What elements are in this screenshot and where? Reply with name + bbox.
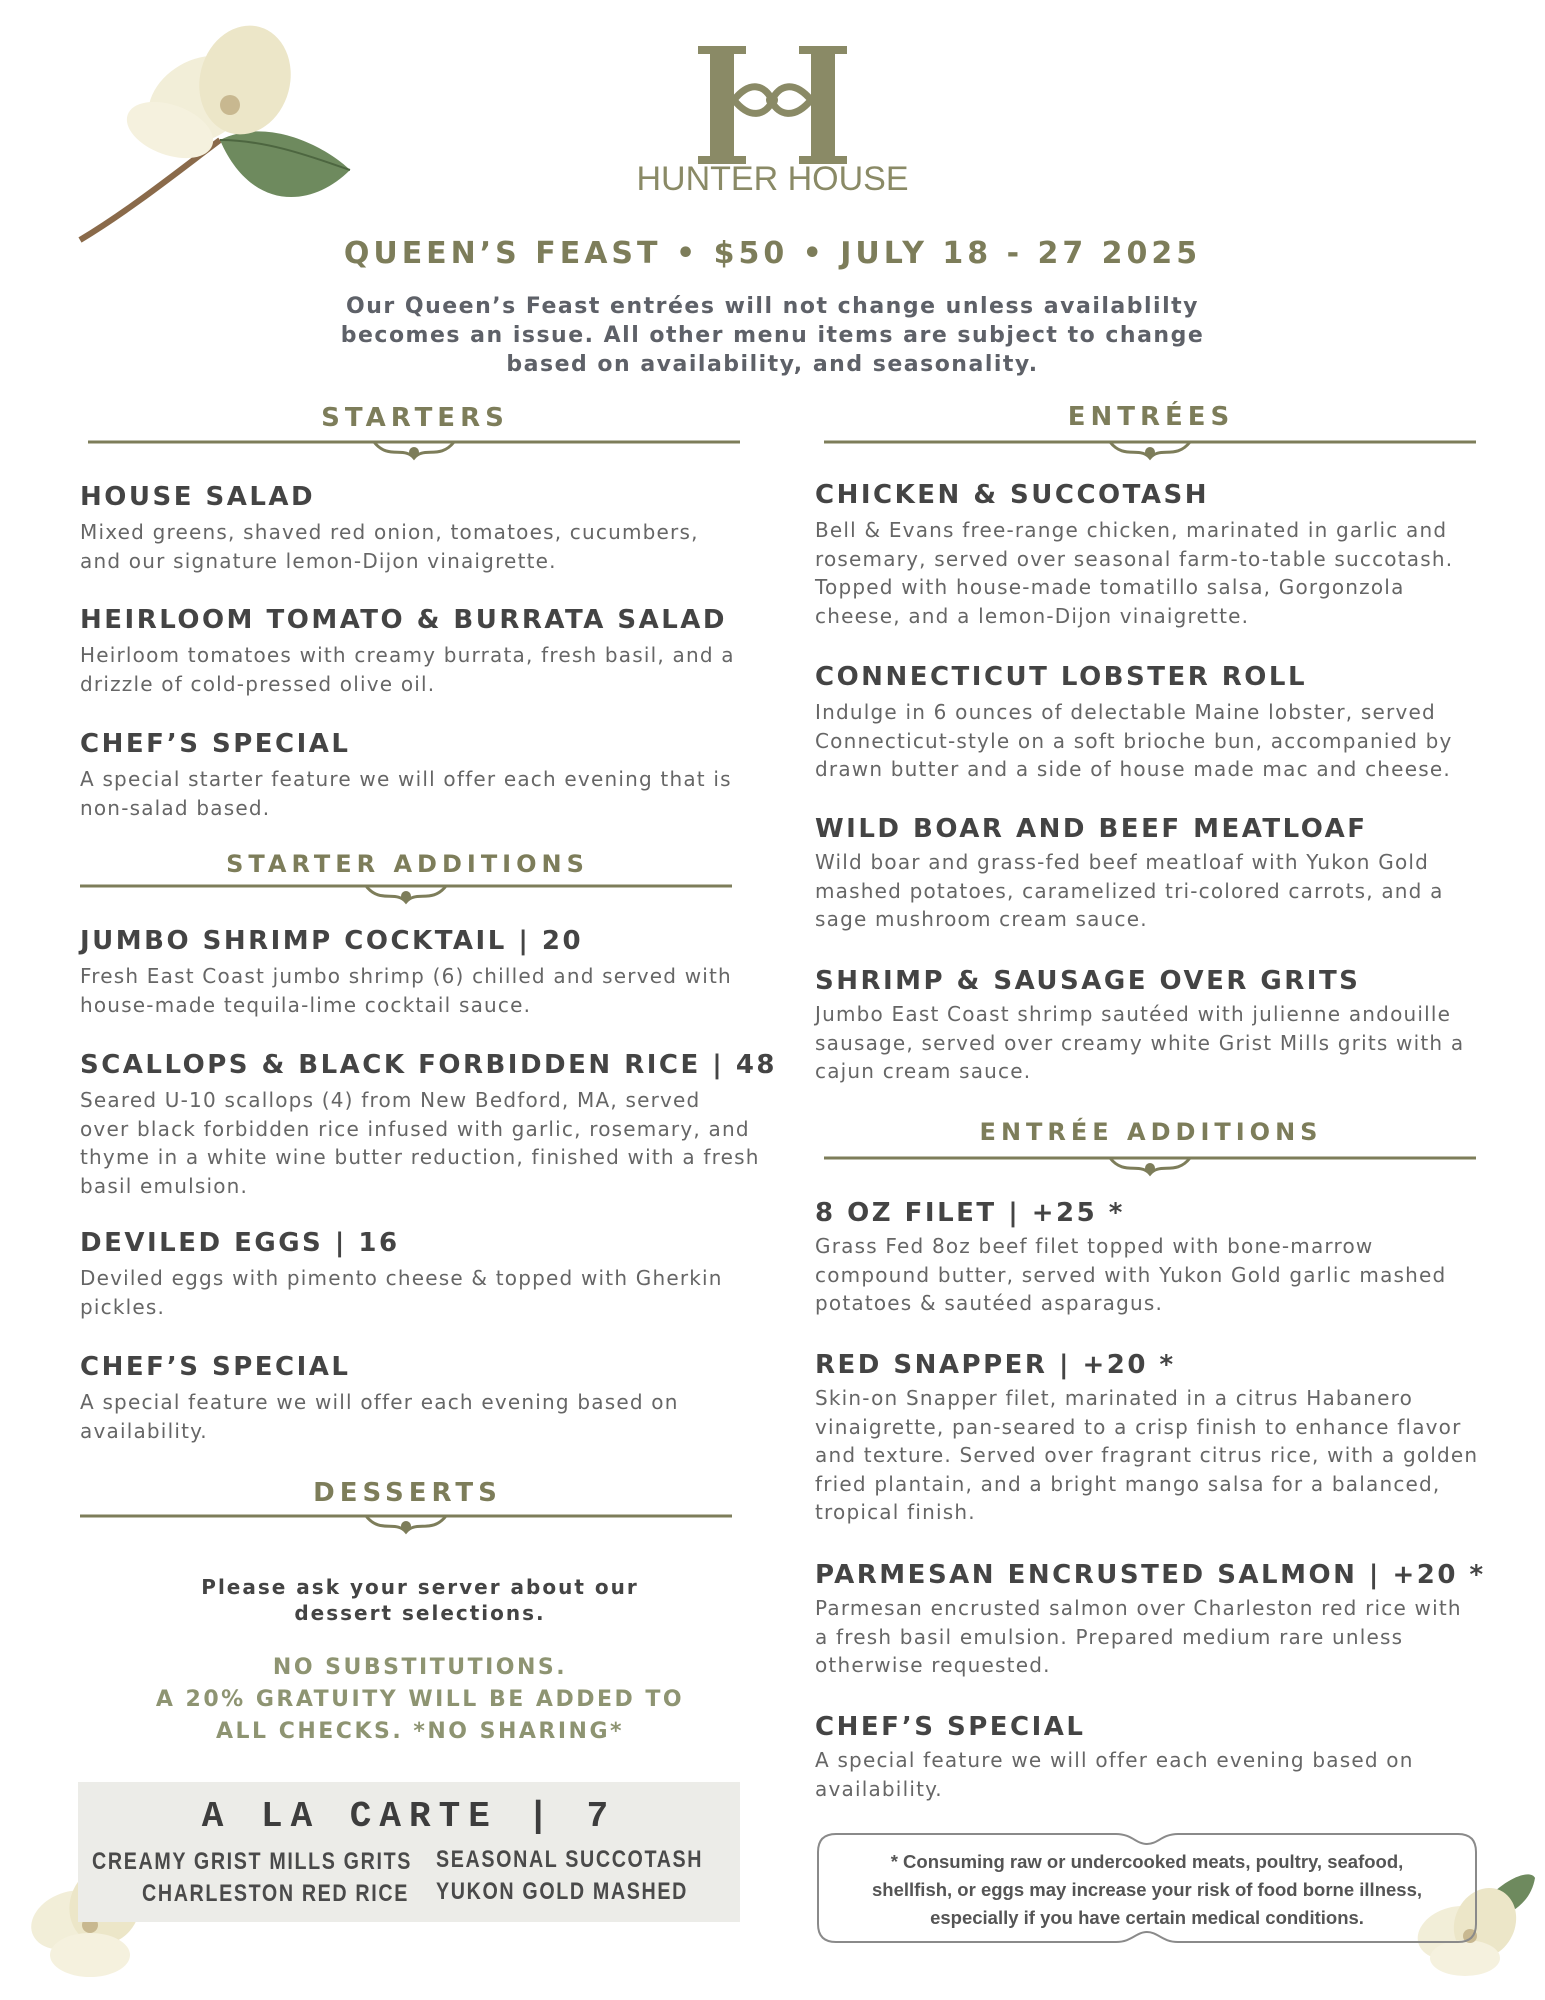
section-heading-entree-additions: ENTRÉE ADDITIONS — [979, 1118, 1323, 1146]
menu-item-description: Deviled eggs with pimento cheese & topped with Gherkin pickles. — [80, 1266, 723, 1319]
menu-item-description: Bell & Evans free-range chicken, marinated in garlic and rosemary, served over seasonal farm-to-table succotash. Topped with house-made tomatillo salsa, Gorgonzola cheese, and a lemon-Dijon vinaigrette. — [815, 518, 1454, 628]
menu-item-title: SCALLOPS & BLACK FORBIDDEN RICE | 48 — [80, 1050, 778, 1080]
section-heading-starters: STARTERS — [321, 403, 509, 433]
menu-item-description: Heirloom tomatoes with creamy burrata, fresh basil, and a drizzle of cold-pressed olive oil. — [80, 643, 735, 696]
section-heading-starter-additions: STARTER ADDITIONS — [226, 850, 589, 878]
menu-item-title: RED SNAPPER | +20 * — [815, 1350, 1176, 1380]
magnolia-top-left-icon — [70, 20, 360, 250]
menu-item-description: Parmesan encrusted salmon over Charleston red rice with a fresh basil emulsion. Prepared medium rare unless otherwise requested. — [815, 1596, 1462, 1677]
page-title: QUEEN’S FEAST • $50 • JULY 18 - 27 2025 — [343, 236, 1202, 271]
menu-item-description: A special starter feature we will offer each evening that is non-salad based. — [80, 767, 732, 820]
menu-item-description: Jumbo East Coast shrimp sautéed with julienne andouille sausage, served over creamy white Grist Mills grits with a cajun cream sauce. — [815, 1002, 1465, 1083]
a-la-carte-panel — [78, 1782, 740, 1922]
a-la-carte-item: CREAMY GRIST MILLS GRITS — [92, 1848, 412, 1875]
menu-item-title: CHEF’S SPECIAL — [80, 729, 351, 759]
menu-item-title: DEVILED EGGS | 16 — [80, 1228, 400, 1258]
food-safety-disclaimer: * Consuming raw or undercooked meats, poultry, seafood, shellfish, or eggs may increase your risk of food borne illness, especially if you have certain medical conditions. — [871, 1851, 1423, 1928]
menu-item-title: PARMESAN ENCRUSTED SALMON | +20 * — [815, 1560, 1486, 1590]
menu-item-title: SHRIMP & SAUSAGE OVER GRITS — [815, 966, 1361, 996]
hunter-house-monogram-icon — [660, 40, 885, 170]
menu-item-description: Wild boar and grass-fed beef meatloaf with Yukon Gold mashed potatoes, caramelized tri-colored carrots, and a sage mushroom cream sauce. — [815, 850, 1444, 931]
menu-item-title: WILD BOAR AND BEEF MEATLOAF — [815, 814, 1368, 844]
menu-item-description: Indulge in 6 ounces of delectable Maine lobster, served Connecticut-style on a soft brioche bun, accompanied by drawn butter and a side of house made mac and cheese. — [815, 700, 1453, 781]
ornament-divider-icon — [824, 1154, 1476, 1184]
a-la-carte-item: YUKON GOLD MASHED — [436, 1878, 689, 1905]
ornament-divider-icon — [88, 438, 740, 468]
logo-name: HUNTER HOUSE — [636, 160, 909, 198]
section-heading-desserts: DESSERTS — [313, 1478, 502, 1508]
policy-notice: NO SUBSTITUTIONS. A 20% GRATUITY WILL BE ADDED TO ALL CHECKS. *NO SHARING* — [155, 1655, 685, 1744]
menu-item-description: A special feature we will offer each evening based on availability. — [80, 1390, 679, 1443]
menu-item-description: A special feature we will offer each evening based on availability. — [815, 1748, 1414, 1801]
menu-item-description: Fresh East Coast jumbo shrimp (6) chilled and served with house-made tequila-lime cocktail sauce. — [80, 964, 732, 1017]
menu-item-title: CHICKEN & SUCCOTASH — [815, 480, 1209, 510]
menu-item-description: Skin-on Snapper filet, marinated in a citrus Habanero vinaigrette, pan-seared to a crisp finish to enhance flavor and texture. Served over fragrant citrus rice, with a golden fried plantain, and a bright mango salsa for a balanced, tropical finish. — [815, 1386, 1479, 1524]
menu-item-description: Grass Fed 8oz beef filet topped with bone-marrow compound butter, served with Yukon Gold garlic mashed potatoes & sautéed asparagus. — [815, 1234, 1447, 1315]
menu-item-title: CONNECTICUT LOBSTER ROLL — [815, 662, 1308, 692]
menu-item-title: HEIRLOOM TOMATO & BURRATA SALAD — [80, 605, 727, 635]
intro-text: Our Queen’s Feast entrées will not change unless availablilty becomes an issue. All other menu items are subject to change based on availability, and seasonality. — [340, 294, 1205, 377]
menu-item-title: CHEF’S SPECIAL — [80, 1352, 351, 1382]
menu-item-title: 8 OZ FILET | +25 * — [815, 1198, 1125, 1228]
menu-item-description: Seared U-10 scallops (4) from New Bedford, MA, served over black forbidden rice infused with garlic, rosemary, and thyme in a white wine butter reduction, finished with a fresh basil emulsion. — [80, 1088, 760, 1198]
ornament-divider-icon — [80, 1512, 732, 1542]
menu-item-title: HOUSE SALAD — [80, 482, 316, 512]
a-la-carte-item: CHARLESTON RED RICE — [142, 1880, 409, 1907]
menu-item-title: JUMBO SHRIMP COCKTAIL | 20 — [80, 926, 584, 956]
a-la-carte-item: SEASONAL SUCCOTASH — [436, 1846, 704, 1873]
ornament-divider-icon — [80, 882, 732, 912]
dessert-note: Please ask your server about our dessert selections. — [201, 1575, 639, 1625]
section-heading-entrees: ENTRÉES — [1067, 402, 1235, 432]
ornament-divider-icon — [824, 438, 1476, 468]
menu-item-description: Mixed greens, shaved red onion, tomatoes, cucumbers, and our signature lemon-Dijon vinaigrette. — [80, 520, 699, 573]
a-la-carte-title: A LA CARTE | 7 — [201, 1796, 617, 1837]
menu-item-title: CHEF’S SPECIAL — [815, 1712, 1086, 1742]
